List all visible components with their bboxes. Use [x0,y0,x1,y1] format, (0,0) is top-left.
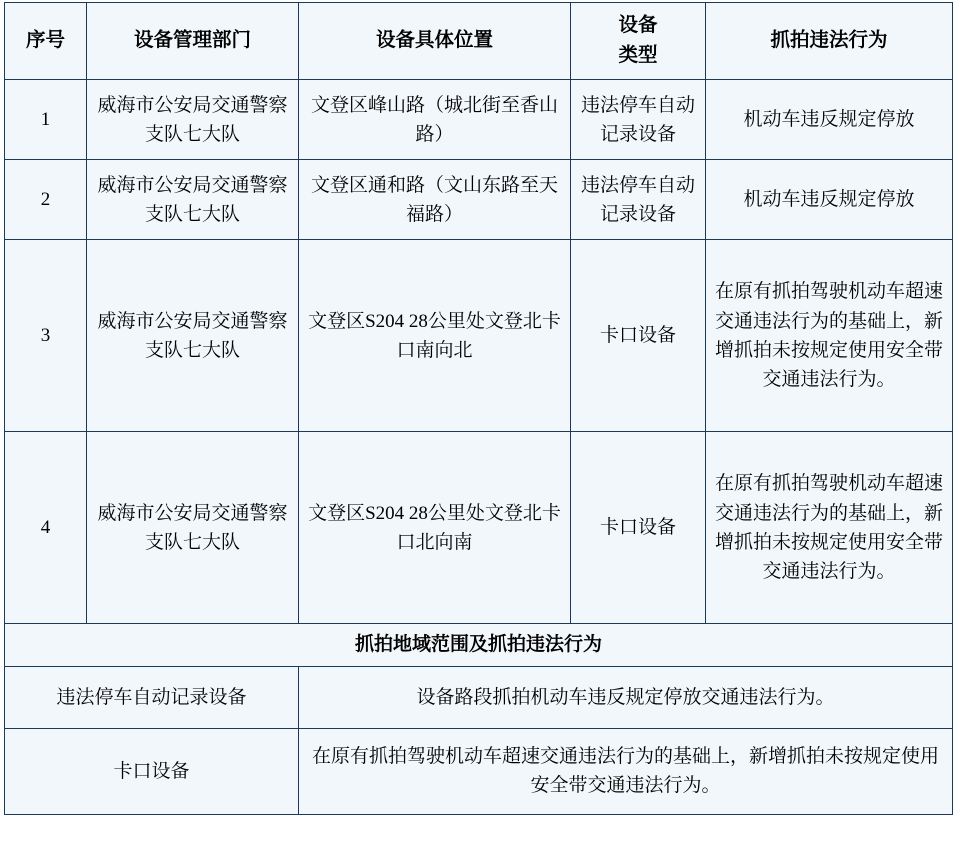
column-header-seq: 序号 [5,3,87,80]
summary-row [5,728,953,814]
cell-location: 文登区峰山路（城北街至香山路） [299,80,571,160]
column-header-type [571,3,706,80]
summary-type: 违法停车自动记录设备 [5,666,299,728]
cell-behavior: 机动车违反规定停放 [706,160,953,240]
cell-behavior: 在原有抓拍驾驶机动车超速交通违法行为的基础上，新增抓拍未按规定使用安全带交通违法行为。 [706,240,953,432]
cell-seq: 3 [5,240,87,432]
cell-dept: 威海市公安局交通警察支队七大队 [87,160,299,240]
table-row [5,160,953,240]
section-title: 抓拍地域范围及抓拍违法行为 [5,624,953,666]
table-row [5,240,953,432]
column-header-type-line2: 类型 [618,45,658,67]
cell-type: 违法停车自动记录设备 [571,160,706,240]
cell-dept: 威海市公安局交通警察支队七大队 [87,240,299,432]
summary-row [5,666,953,728]
cell-dept: 威海市公安局交通警察支队七大队 [87,80,299,160]
cell-type: 违法停车自动记录设备 [571,80,706,160]
cell-location: 文登区通和路（文山东路至天福路） [299,160,571,240]
cell-seq: 4 [5,432,87,624]
cell-location: 文登区S204 28公里处文登北卡口北向南 [299,432,571,624]
cell-behavior: 机动车违反规定停放 [706,80,953,160]
table-body [5,80,953,814]
column-header-behavior: 抓拍违法行为 [706,3,953,80]
column-header-dept: 设备管理部门 [87,3,299,80]
table-header [5,3,953,80]
cell-seq: 2 [5,160,87,240]
cell-type: 卡口设备 [571,432,706,624]
column-header-type-line1: 设备 [618,15,658,36]
summary-type: 卡口设备 [5,728,299,814]
traffic-device-table [4,2,953,815]
cell-type: 卡口设备 [571,240,706,432]
summary-description: 在原有抓拍驾驶机动车超速交通违法行为的基础上，新增抓拍未按规定使用安全带交通违法行为。 [299,728,953,814]
table-row [5,80,953,160]
summary-description: 设备路段抓拍机动车违反规定停放交通违法行为。 [299,666,953,728]
cell-location: 文登区S204 28公里处文登北卡口南向北 [299,240,571,432]
cell-dept: 威海市公安局交通警察支队七大队 [87,432,299,624]
table-row [5,432,953,624]
cell-seq: 1 [5,80,87,160]
section-title-row [5,624,953,666]
table-header-row [5,3,953,80]
cell-behavior: 在原有抓拍驾驶机动车超速交通违法行为的基础上，新增抓拍未按规定使用安全带交通违法行为。 [706,432,953,624]
column-header-location: 设备具体位置 [299,3,571,80]
